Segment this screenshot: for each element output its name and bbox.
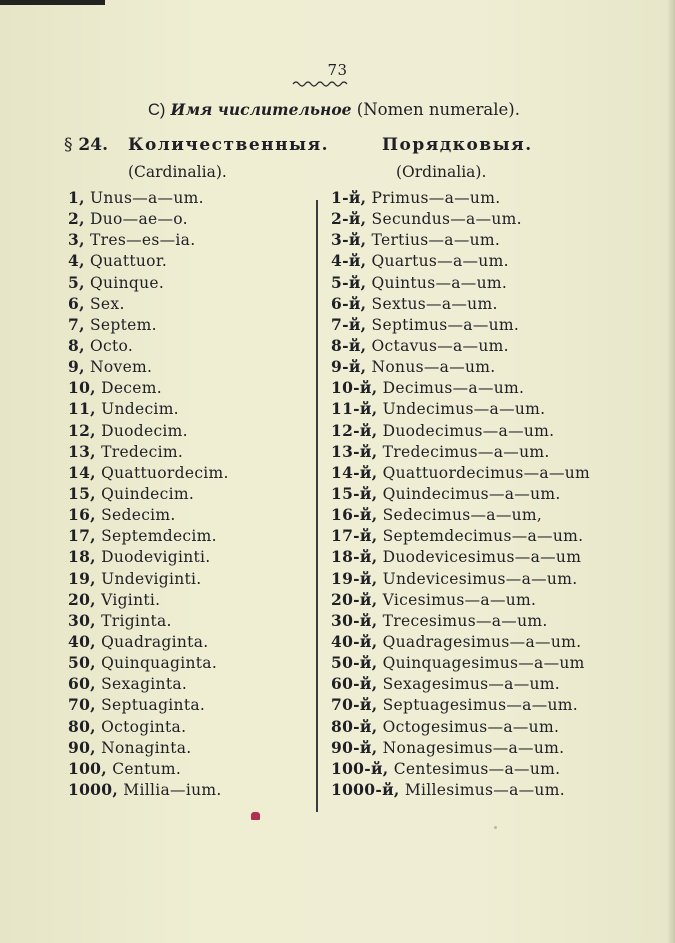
heading-latin: (Nomen numerale). [356, 100, 520, 119]
wavy-ornament-icon [291, 79, 351, 87]
ordinal-item-text: Decimus—a—um. [382, 379, 525, 398]
cardinal-item-text: Nonaginta. [101, 738, 192, 757]
cardinal-list-item [68, 694, 229, 715]
cardinal-item-text: Millia—ium. [123, 780, 222, 799]
ordinal-item-text: Quindecimus—a—um. [382, 484, 561, 503]
cardinal-item-text: Sex. [90, 294, 125, 313]
ordinal-list-item [331, 779, 590, 800]
cardinal-item-number: 15, [68, 483, 96, 503]
ordinal-item-text: Octavus—a—um. [371, 336, 509, 355]
cardinal-list-item [68, 504, 229, 525]
ordinal-list-item [331, 420, 590, 441]
ordinal-list-item [331, 525, 590, 546]
ordinal-item-text: Primus—a—um. [371, 189, 501, 207]
cardinal-item-number: 70, [68, 695, 96, 715]
cardinal-list-item [68, 187, 229, 208]
ordinal-item-text: Quartus—a—um. [371, 252, 509, 271]
library-stamp-icon [251, 812, 260, 820]
ordinal-item-number: 10-й, [331, 378, 378, 398]
ordinal-item-number: 11-й, [331, 399, 378, 419]
cardinal-list-item [68, 314, 229, 335]
cardinal-item-text: Triginta. [101, 611, 172, 630]
cardinal-subtitle: (Cardinalia). [128, 163, 227, 181]
cardinal-item-text: Octo. [90, 336, 134, 355]
cardinal-list-item [68, 356, 229, 377]
ordinal-item-number: 90-й, [331, 737, 378, 757]
cardinal-item-number: 10, [68, 378, 96, 398]
cardinal-item-text: Novem. [90, 358, 153, 377]
ordinal-item-number: 30-й, [331, 610, 378, 630]
cardinal-item-number: 2, [68, 209, 85, 229]
cardinal-list-item [68, 610, 229, 631]
ordinal-list-item [331, 208, 590, 229]
ordinal-list-item [331, 229, 590, 250]
cardinal-list-item [68, 483, 229, 504]
ordinal-item-number: 15-й, [331, 483, 378, 503]
cardinal-item-number: 1, [68, 188, 85, 207]
ordinal-item-text: Duodecimus—a—um. [382, 421, 555, 440]
cardinal-list-item [68, 568, 229, 589]
ordinal-item-number: 50-й, [331, 653, 378, 673]
cardinal-item-text: Tres—es—ia. [90, 231, 196, 250]
cardinal-list-item [68, 631, 229, 652]
cardinal-list-item [68, 335, 229, 356]
ordinal-item-text: Undevicesimus—a—um. [382, 569, 578, 588]
section-number-value: 24. [78, 135, 108, 155]
cardinal-list-item [68, 293, 229, 314]
ordinal-item-text: Septuagesimus—a—um. [382, 696, 578, 715]
ordinal-item-number: 13-й, [331, 441, 378, 461]
cardinal-item-text: Septuaginta. [101, 696, 206, 715]
cardinal-item-number: 11, [68, 399, 96, 419]
cardinal-item-text: Septemdecim. [101, 527, 217, 546]
paper-speck [494, 826, 497, 829]
cardinal-list-item [68, 758, 229, 779]
ordinal-list-item [331, 187, 590, 208]
cardinal-item-text: Unus—a—um. [90, 189, 204, 207]
cardinal-list-item [68, 589, 229, 610]
section-number [64, 135, 108, 155]
cardinal-item-number: 30, [68, 610, 96, 630]
ordinal-item-text: Nonagesimus—a—um. [382, 738, 565, 757]
cardinal-item-text: Quinque. [90, 273, 165, 292]
cardinal-list-item [68, 441, 229, 462]
ordinal-item-number: 9-й, [331, 357, 367, 377]
cardinal-item-number: 60, [68, 674, 96, 694]
ordinal-item-text: Vicesimus—a—um. [382, 590, 537, 609]
ordinal-item-number: 16-й, [331, 505, 378, 525]
cardinal-list-item [68, 673, 229, 694]
cardinal-list-item [68, 398, 229, 419]
cardinal-item-number: 100, [68, 758, 107, 778]
cardinal-item-number: 90, [68, 737, 96, 757]
cardinal-item-text: Quindecim. [101, 484, 195, 503]
cardinal-item-number: 9, [68, 357, 85, 377]
ordinal-item-number: 20-й, [331, 589, 378, 609]
cardinal-item-number: 80, [68, 716, 96, 736]
ordinal-list-item [331, 589, 590, 610]
ordinal-list-item [331, 652, 590, 673]
ordinal-list-item [331, 398, 590, 419]
ordinal-list-item [331, 631, 590, 652]
cardinal-item-text: Octoginta. [101, 717, 187, 736]
ordinal-item-number: 8-й, [331, 335, 367, 355]
cardinal-item-number: 6, [68, 293, 85, 313]
cardinal-item-text: Quinquaginta. [101, 654, 218, 673]
ordinal-list-item [331, 483, 590, 504]
ordinal-item-text: Septemdecimus—a—um. [382, 527, 584, 546]
ordinal-item-number: 14-й, [331, 462, 378, 482]
ordinal-item-text: Trecesimus—a—um. [382, 611, 548, 630]
heading-russian: Имя числительное [170, 100, 352, 119]
cardinal-item-text: Quattuor. [90, 252, 168, 271]
cardinal-item-number: 16, [68, 505, 96, 525]
ordinal-item-text: Quattuordecimus—a—um [382, 463, 591, 482]
ordinal-item-number: 19-й, [331, 568, 378, 588]
cardinal-item-text: Sexaginta. [101, 675, 188, 694]
ordinal-list-item [331, 335, 590, 356]
page-edge-shadow [667, 0, 675, 943]
ordinal-item-number: 1000-й, [331, 779, 400, 799]
ordinal-list-item [331, 462, 590, 483]
ordinal-list-item [331, 441, 590, 462]
ordinal-item-number: 6-й, [331, 293, 367, 313]
cardinal-list-item [68, 208, 229, 229]
cardinal-item-number: 8, [68, 335, 85, 355]
ordinal-list-item [331, 546, 590, 567]
cardinal-item-number: 12, [68, 420, 96, 440]
cardinal-item-number: 20, [68, 589, 96, 609]
ordinal-item-number: 1-й, [331, 188, 367, 207]
cardinal-item-text: Centum. [112, 759, 182, 778]
ordinal-subtitle: (Ordinalia). [396, 163, 487, 181]
cardinal-item-text: Undeviginti. [101, 569, 202, 588]
ordinal-item-text: Quinquagesimus—a—um [382, 654, 585, 673]
cardinal-item-number: 13, [68, 441, 96, 461]
ordinal-item-number: 17-й, [331, 526, 378, 546]
ordinal-list [331, 187, 590, 800]
cardinal-list-item [68, 462, 229, 483]
cardinal-item-number: 3, [68, 230, 85, 250]
cardinal-list-item [68, 377, 229, 398]
ordinal-item-text: Sexagesimus—a—um. [382, 675, 561, 694]
cardinal-item-number: 18, [68, 547, 96, 567]
cardinal-item-number: 1000, [68, 779, 119, 799]
ordinal-list-item [331, 356, 590, 377]
cardinal-item-text: Tredecim. [101, 442, 184, 461]
cardinal-item-text: Undecim. [101, 400, 179, 419]
ordinal-item-text: Tertius—a—um. [371, 231, 501, 250]
ordinal-item-text: Duodevicesimus—a—um [382, 548, 582, 567]
ordinal-item-number: 3-й, [331, 230, 367, 250]
ordinal-item-text: Millesimus—a—um. [404, 780, 565, 799]
ordinal-item-text: Undecimus—a—um. [382, 400, 546, 419]
cardinal-item-text: Quattuordecim. [101, 463, 229, 482]
cardinal-list-item [68, 546, 229, 567]
cardinal-list-item [68, 716, 229, 737]
cardinal-item-text: Decem. [101, 379, 162, 398]
cardinal-list-item [68, 525, 229, 546]
ordinal-item-number: 70-й, [331, 695, 378, 715]
cardinal-item-text: Duodeviginti. [101, 548, 211, 567]
cardinal-item-number: 19, [68, 568, 96, 588]
ordinal-item-text: Septimus—a—um. [371, 315, 520, 334]
ordinal-list-item [331, 504, 590, 525]
cardinal-item-text: Septem. [90, 315, 157, 334]
cardinal-list-item [68, 272, 229, 293]
cardinal-title: Количественныя. [128, 135, 330, 155]
ordinal-item-text: Centesimus—a—um. [393, 759, 561, 778]
cardinal-list-item [68, 250, 229, 271]
cardinal-item-number: 14, [68, 462, 96, 482]
section-heading [148, 100, 520, 120]
cardinal-list-item [68, 779, 229, 800]
ordinal-list-item [331, 314, 590, 335]
ordinal-list-item [331, 758, 590, 779]
cardinal-item-number: 5, [68, 272, 85, 292]
ordinal-item-number: 80-й, [331, 716, 378, 736]
ordinal-item-text: Sedecimus—a—um, [382, 506, 543, 525]
ordinal-item-number: 7-й, [331, 314, 367, 334]
ordinal-item-number: 100-й, [331, 758, 389, 778]
ordinal-list-item [331, 610, 590, 631]
ordinal-list-item [331, 716, 590, 737]
section-symbol: § [64, 135, 73, 155]
cardinal-item-text: Quadraginta. [101, 632, 209, 651]
cardinal-item-number: 40, [68, 631, 96, 651]
cardinal-list-item [68, 420, 229, 441]
ordinal-item-text: Octogesimus—a—um. [382, 717, 560, 736]
ordinal-item-text: Secundus—a—um. [371, 210, 522, 229]
ordinal-item-text: Nonus—a—um. [371, 358, 496, 377]
ordinal-item-number: 18-й, [331, 547, 378, 567]
ordinal-item-number: 4-й, [331, 251, 367, 271]
heading-letter: C) [148, 101, 166, 119]
ordinal-item-text: Sextus—a—um. [371, 294, 498, 313]
cardinal-item-number: 4, [68, 251, 85, 271]
cardinal-list [68, 187, 229, 800]
ordinal-list-item [331, 694, 590, 715]
ordinal-list-item [331, 272, 590, 293]
cardinal-item-number: 7, [68, 314, 85, 334]
ordinal-item-text: Quintus—a—um. [371, 273, 508, 292]
ordinal-list-item [331, 250, 590, 271]
cardinal-item-number: 17, [68, 526, 96, 546]
ordinal-title: Порядковыя. [382, 135, 533, 155]
scan-edge-mark [0, 0, 105, 5]
cardinal-item-text: Duo—ae—o. [90, 210, 188, 229]
cardinal-item-text: Sedecim. [101, 506, 176, 525]
cardinal-item-text: Duodecim. [101, 421, 188, 440]
cardinal-list-item [68, 737, 229, 758]
cardinal-list-item [68, 652, 229, 673]
ordinal-item-number: 40-й, [331, 631, 378, 651]
cardinal-item-number: 50, [68, 653, 96, 673]
page-number: 73 [327, 61, 348, 79]
ordinal-list-item [331, 377, 590, 398]
cardinal-list-item [68, 229, 229, 250]
column-divider [316, 200, 318, 812]
ordinal-list-item [331, 673, 590, 694]
ordinal-item-number: 5-й, [331, 272, 367, 292]
ordinal-item-number: 60-й, [331, 674, 378, 694]
ordinal-list-item [331, 568, 590, 589]
ordinal-item-number: 12-й, [331, 420, 378, 440]
ordinal-item-text: Tredecimus—a—um. [382, 442, 550, 461]
ordinal-list-item [331, 737, 590, 758]
cardinal-item-text: Viginti. [101, 590, 161, 609]
ordinal-item-text: Quadragesimus—a—um. [382, 632, 582, 651]
ordinal-item-number: 2-й, [331, 209, 367, 229]
ordinal-list-item [331, 293, 590, 314]
